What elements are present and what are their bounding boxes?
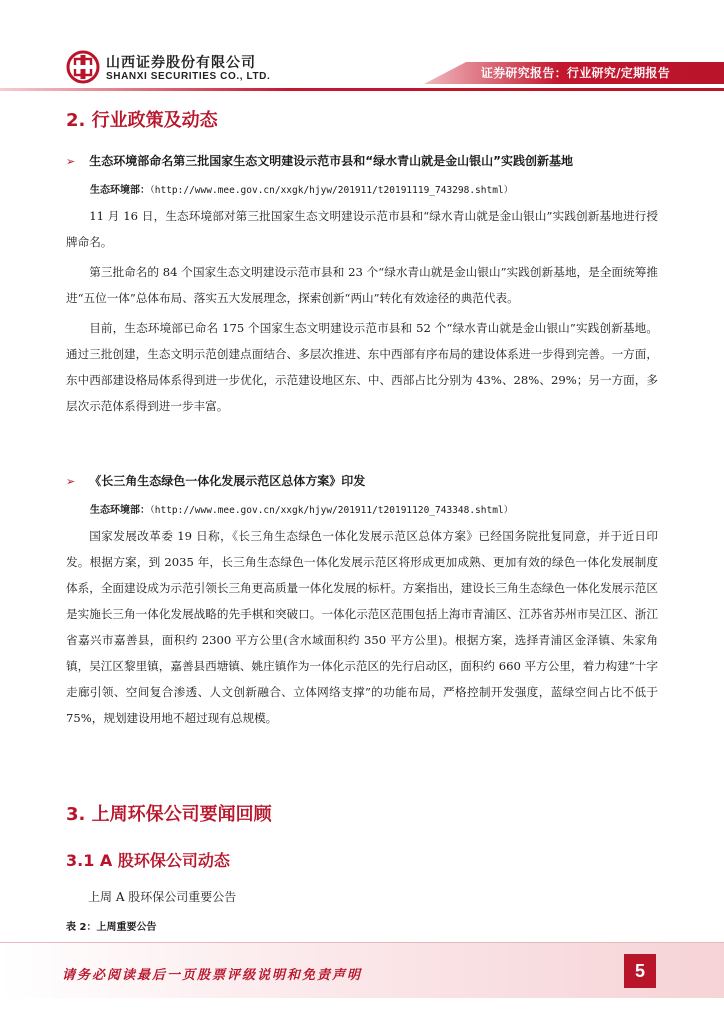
company-name-en: SHANXI SECURITIES CO., LTD. [106, 71, 271, 82]
news-source-name: 生态环境部： [90, 185, 150, 196]
header-divider [0, 88, 724, 91]
arrow-bullet-icon: ➢ [66, 155, 76, 168]
news-item-title-text: 生态环境部命名第三批国家生态文明建设示范市县和“绿水青山就是金山银山”实践创新基地 [89, 154, 573, 168]
page-number: 5 [624, 954, 656, 988]
news-paragraph: 11 月 16 日，生态环境部对第三批国家生态文明建设示范市县和“绿水青山就是金山银山”实践创新基地进行授牌命名。 [66, 209, 658, 249]
news-source [90, 501, 513, 516]
section-3-1-title: 3.1 A 股环保公司动态 [66, 851, 230, 870]
news-paragraph: 第三批命名的 84 个国家生态文明建设示范市县和 23 个“绿水青山就是金山银山”实践创新基地，是全面统筹推进“五位一体”总体布局、落实五大发展理念，探索创新“两山”转化有效途径的典范代表。 [66, 265, 658, 305]
page-footer [0, 942, 724, 998]
table-intro-text: 上周 A 股环保公司重要公告 [88, 890, 237, 904]
news-item-title-text: 《长三角生态绿色一体化发展示范区总体方案》印发 [89, 474, 366, 488]
section-3-title: 3. 上周环保公司要闻回顾 [66, 804, 272, 825]
table-label: 表 2：上周重要公告 [66, 922, 157, 933]
footer-divider [0, 942, 724, 943]
news-paragraph: 国家发展改革委 19 日称，《长三角生态绿色一体化发展示范区总体方案》已经国务院批复同意，并于近日印发。根据方案，到 2035 年，长三角生态绿色一体化发展示范区将形成更加成熟、更加有效的绿色一体化发展制度体系，全面建设成为示范引领长三角更高质量一体化发展的标杆。方案指出，建设长三角生态绿色一体化发展示范区是实施长三角一体化发展战略的先手棋和突破口。一体化示范区范围包括上海市青浦区、江苏省苏州市吴江区、浙江省嘉兴市嘉善县，面积约 2300 平方公里(含水域面积约 350 平方公里)。根据方案，选择青浦区金泽镇、朱家角镇，吴江区黎里镇，嘉善县西塘镇、姚庄镇作为一体化示范区的先行启动区，面积约 660 平方公里，着力构建“十字走廊引领、空间复合渗透、人文创新融合、立体网络支撑”的功能布局，严格控制开发强度，蓝绿空间占比不低于 75%，规划建设用地不超过现有总规模。 [66, 529, 658, 725]
news-source-name: 生态环境部： [90, 505, 150, 516]
news-source [90, 181, 513, 196]
news-source-url: （http://www.mee.gov.cn/xxgk/hjyw/201911/t20191119_743298.shtml） [150, 185, 514, 196]
news-item-title [66, 472, 365, 489]
section-2-title: 2. 行业政策及动态 [66, 110, 218, 131]
news-item-title [66, 152, 573, 169]
page-header [0, 0, 724, 96]
shanxi-securities-logo-icon [66, 50, 100, 84]
company-name-cn: 山西证券股份有限公司 [106, 55, 256, 71]
arrow-bullet-icon: ➢ [66, 475, 76, 488]
news-source-url: （http://www.mee.gov.cn/xxgk/hjyw/201911/t20191120_743348.shtml） [150, 505, 514, 516]
news-paragraph: 目前，生态环境部已命名 175 个国家生态文明建设示范市县和 52 个“绿水青山就是金山银山”实践创新基地。通过三批创建，生态文明示范创建点面结合、多层次推进、东中西部有序布局的建设体系进一步得到完善。一方面，东中西部建设格局体系得到进一步优化，示范建设地区东、中、西部占比分别为 43%、28%、29%；另一方面，多层次示范体系得到进一步丰富。 [66, 321, 658, 413]
report-type: 证券研究报告：行业研究/定期报告 [480, 66, 670, 80]
footer-disclaimer: 请务必阅读最后一页股票评级说明和免责声明 [62, 968, 363, 983]
